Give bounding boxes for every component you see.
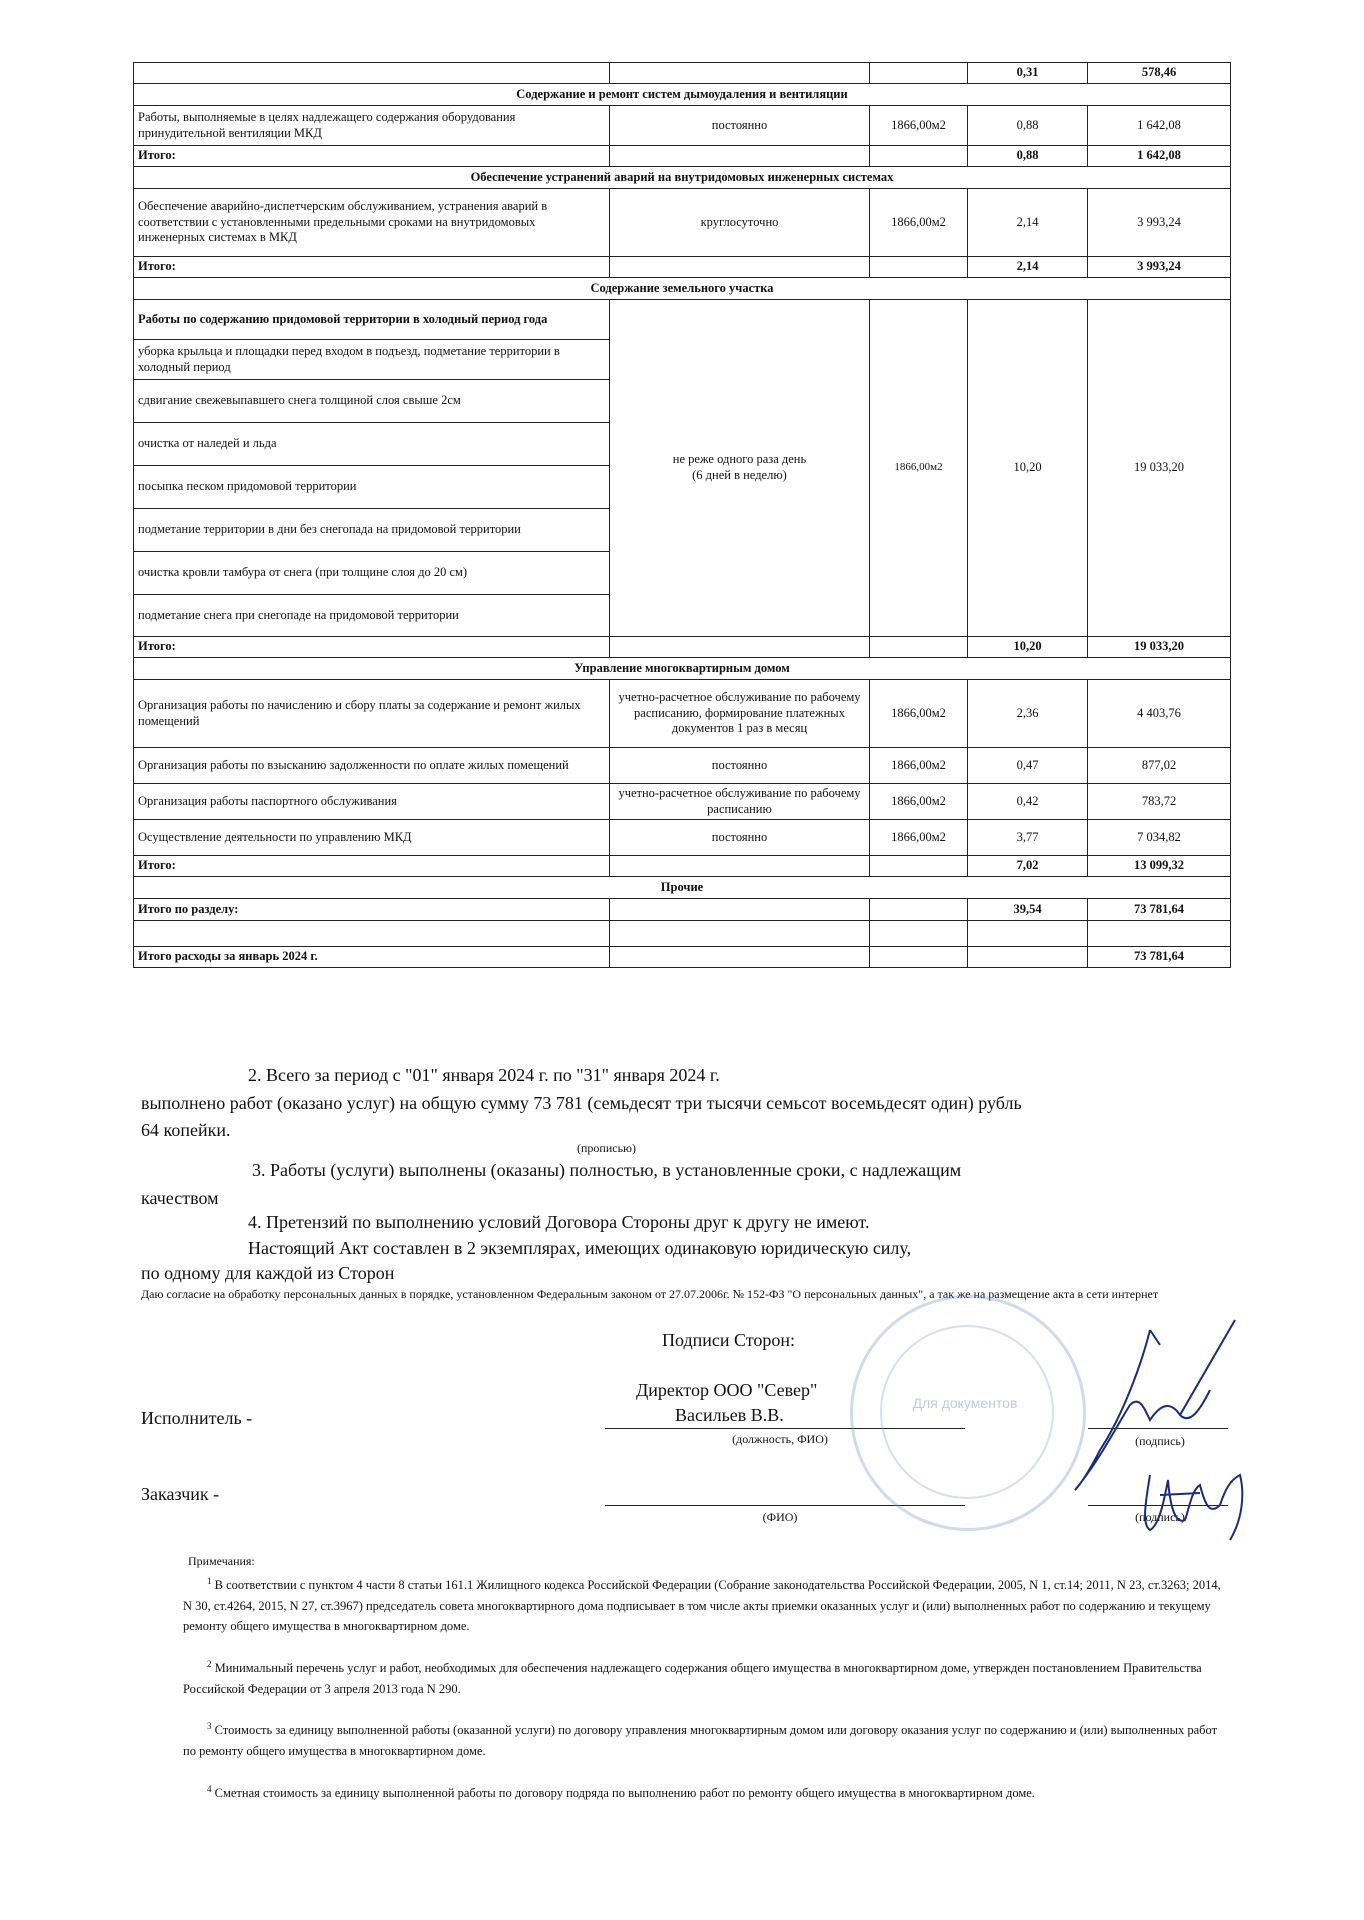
total-sum: 13 099,32: [1088, 856, 1231, 877]
work-frequency: постоянно: [610, 748, 870, 784]
work-item: очистка от наледей и льда: [134, 423, 610, 466]
work-area: 1866,00м2: [870, 748, 968, 784]
executor-label: Исполнитель -: [141, 1408, 253, 1428]
total-rate: 2,14: [968, 257, 1088, 278]
total-rate: 0,88: [968, 146, 1088, 167]
work-area: 1866,00м2: [870, 680, 968, 748]
work-sum: 19 033,20: [1088, 300, 1231, 637]
work-frequency: учетно-расчетное обслуживание по рабочему расписанию, формирование платежных документов 1 раз в месяц: [610, 680, 870, 748]
note-2-text: Минимальный перечень услуг и работ, необходимых для обеспечения надлежащего содержания общего имущества в многоквартирном доме, утвержден постановлением Правительства Российской Федерации от 3 апреля 2013 года N 290.: [183, 1661, 1202, 1696]
note-4-text: Сметная стоимость за единицу выполненной работы по договору подряда по выполнению работ по ремонту общего имущества в многоквартирном доме.: [214, 1786, 1035, 1801]
work-item: подметание снега при снегопаде на придомовой территории: [134, 595, 610, 637]
work-rate: 0,42: [968, 784, 1088, 820]
frequency-line-1: не реже одного раза день: [672, 452, 807, 467]
work-frequency: учетно-расчетное обслуживание по рабочему расписанию: [610, 784, 870, 820]
work-area: 1866,00м2: [870, 820, 968, 856]
section-title-other: Прочие: [134, 877, 1231, 899]
customer-signature: [1130, 1435, 1260, 1545]
total-rate: 7,02: [968, 856, 1088, 877]
table-row: [134, 947, 1231, 968]
total-rate: 10,20: [968, 637, 1088, 658]
work-item: сдвигание свежевыпавшего снега толщиной слоя свыше 2см: [134, 380, 610, 423]
work-sum: 7 034,82: [1088, 820, 1231, 856]
customer-label: Заказчик -: [141, 1484, 220, 1504]
grand-total-label: Итого расходы за январь 2024 г.: [134, 947, 610, 968]
section-title-management: Управление многоквартирным домом: [134, 658, 1231, 680]
table-row: [134, 899, 1231, 921]
top-rate: 0,31: [968, 63, 1088, 84]
table-row: [134, 680, 1231, 748]
work-area: 1866,00м2: [870, 784, 968, 820]
work-sum: 4 403,76: [1088, 680, 1231, 748]
total-label: Итого:: [134, 257, 610, 278]
work-frequency: постоянно: [610, 106, 870, 146]
paragraph-2: 2. Всего за период с "01" января 2024 г. по "31" января 2024 г.: [248, 1065, 720, 1085]
table-row: [134, 63, 1231, 84]
paragraph-3: 3. Работы (услуги) выполнены (оказаны) полностью, в установленные сроки, с надлежащим: [252, 1160, 962, 1180]
table-row: [134, 257, 1231, 278]
work-rate: 0,88: [968, 106, 1088, 146]
paragraph-3-cont: качеством: [141, 1188, 219, 1208]
work-area: 1866,00м2: [870, 300, 968, 637]
table-row: [134, 146, 1231, 167]
work-area: 1866,00м2: [870, 106, 968, 146]
frequency-line-2: (6 дней в неделю): [692, 468, 787, 482]
work-rate: 0,47: [968, 748, 1088, 784]
total-label: Итого:: [134, 856, 610, 877]
table-row: [134, 189, 1231, 257]
note-3-text: Стоимость за единицу выполненной работы (оказанной услуги) по договору управления многоквартирным домом или договору оказания услуг по содержанию и (или) выполненных работ по ремонту общего имущества в многоквартирном доме.: [183, 1723, 1218, 1758]
work-area: 1866,00м2: [870, 189, 968, 257]
note-2: [183, 1657, 1230, 1699]
total-sum: 19 033,20: [1088, 637, 1231, 658]
section-title-ventilation: Содержание и ремонт систем дымоудаления и вентиляции: [134, 84, 1231, 106]
work-rate: 2,36: [968, 680, 1088, 748]
note-1-text: В соответствии с пунктом 4 части 8 статьи 161.1 Жилищного кодекса Российской Федерации (Собрание законодательства Российской Федерации, 2005, N 1, ст.14; 2011, N 23, ст.3263; 2014, N 30, ст.4264, 2015, N 27, ст.3967) председатель совета многоквартирного дома подписывает в том числе акты приемки оказанных услуг и (или) выполненных работ по содержанию и текущему ремонту общего имущества в многоквартирном доме.: [183, 1578, 1221, 1634]
notes-title: Примечания:: [188, 1554, 255, 1568]
work-name: Осуществление деятельности по управлению МКД: [134, 820, 610, 856]
executor-signature-caption: (подпись): [1135, 1434, 1185, 1448]
work-sum: 3 993,24: [1088, 189, 1231, 257]
note-1: [183, 1574, 1230, 1637]
top-sum: 578,46: [1088, 63, 1231, 84]
stamp-text: Для документов: [912, 1395, 1018, 1411]
table-row: [134, 820, 1231, 856]
section-total-sum: 73 781,64: [1088, 899, 1231, 921]
note-3-number: 3: [207, 1721, 212, 1731]
work-rate: 2,14: [968, 189, 1088, 257]
work-frequency: постоянно: [610, 820, 870, 856]
customer-signature-caption: (подпись): [1135, 1510, 1185, 1524]
consent-text: Даю согласие на обработку персональных данных в порядке, установленном Федеральным законом от 27.07.2006г. № 152-ФЗ "О персональных данных", а так же на размещение акта в сети интернет: [141, 1287, 1159, 1301]
work-frequency: круглосуточно: [610, 189, 870, 257]
total-label: Итого:: [134, 146, 610, 167]
work-sum: 877,02: [1088, 748, 1231, 784]
work-name: Организация работы паспортного обслуживания: [134, 784, 610, 820]
section-total-label: Итого по разделу:: [134, 899, 610, 921]
table-row: [134, 300, 1231, 340]
work-item: очистка кровли тамбура от снега (при толщине слоя до 20 см): [134, 552, 610, 595]
work-name: Работы, выполняемые в целях надлежащего содержания оборудования принудительной вентиляции МКД: [134, 106, 610, 146]
work-sum: 1 642,08: [1088, 106, 1231, 146]
section-total-rate: 39,54: [968, 899, 1088, 921]
note-3: [183, 1719, 1230, 1761]
services-table: [133, 62, 1231, 968]
table-row: [134, 784, 1231, 820]
work-group-header: Работы по содержанию придомовой территории в холодный период года: [134, 300, 610, 340]
work-rate: 10,20: [968, 300, 1088, 637]
customer-caption: (ФИО): [762, 1510, 798, 1524]
note-2-number: 2: [207, 1659, 212, 1669]
executor-caption: (должность, ФИО): [732, 1432, 828, 1446]
work-item: посыпка песком придомовой территории: [134, 466, 610, 509]
work-name: Обеспечение аварийно-диспетчерским обслуживанием, устранения аварий в соответствии с установленными предельными сроками на внутридомовых инженерных системах в МКД: [134, 189, 610, 257]
table-row: [134, 106, 1231, 146]
note-1-number: 1: [207, 1576, 212, 1586]
grand-total-sum: 73 781,64: [1088, 947, 1231, 968]
note-4: [183, 1782, 1230, 1804]
work-frequency: [610, 300, 870, 637]
propisyu-caption: (прописью): [577, 1141, 637, 1155]
work-sum: 783,72: [1088, 784, 1231, 820]
signatures-title: Подписи Сторон:: [662, 1330, 796, 1350]
executor-position: Директор ООО "Север": [636, 1380, 818, 1400]
note-4-number: 4: [207, 1784, 212, 1794]
total-label: Итого:: [134, 637, 610, 658]
paragraph-2-kopecks: 64 копейки.: [141, 1120, 231, 1140]
section-title-emergency: Обеспечение устранений аварий на внутридомовых инженерных системах: [134, 167, 1231, 189]
paragraph-5: Настоящий Акт составлен в 2 экземплярах, имеющих одинаковую юридическую силу,: [248, 1238, 912, 1258]
total-sum: 1 642,08: [1088, 146, 1231, 167]
paragraph-4: 4. Претензий по выполнению условий Договора Стороны друг к другу не имеют.: [248, 1212, 870, 1232]
executor-name: Васильев В.В.: [675, 1405, 784, 1425]
work-rate: 3,77: [968, 820, 1088, 856]
paragraph-2-sum: выполнено работ (оказано услуг) на общую сумму 73 781 (семьдесят три тысячи семьсот восемьдесят один) рубль: [141, 1093, 1022, 1113]
section-title-land: Содержание земельного участка: [134, 278, 1231, 300]
work-item: уборка крыльца и площадки перед входом в подъезд, подметание территории в холодный период: [134, 340, 610, 380]
work-item: подметание территории в дни без снегопада на придомовой территории: [134, 509, 610, 552]
table-row: [134, 856, 1231, 877]
total-sum: 3 993,24: [1088, 257, 1231, 278]
paragraph-5-cont: по одному для каждой из Сторон: [141, 1263, 395, 1283]
work-name: Организация работы по взысканию задолженности по оплате жилых помещений: [134, 748, 610, 784]
table-row: [134, 637, 1231, 658]
stamp-inner: [880, 1325, 1054, 1499]
table-row: [134, 748, 1231, 784]
work-name: Организация работы по начислению и сбору платы за содержание и ремонт жилых помещений: [134, 680, 610, 748]
